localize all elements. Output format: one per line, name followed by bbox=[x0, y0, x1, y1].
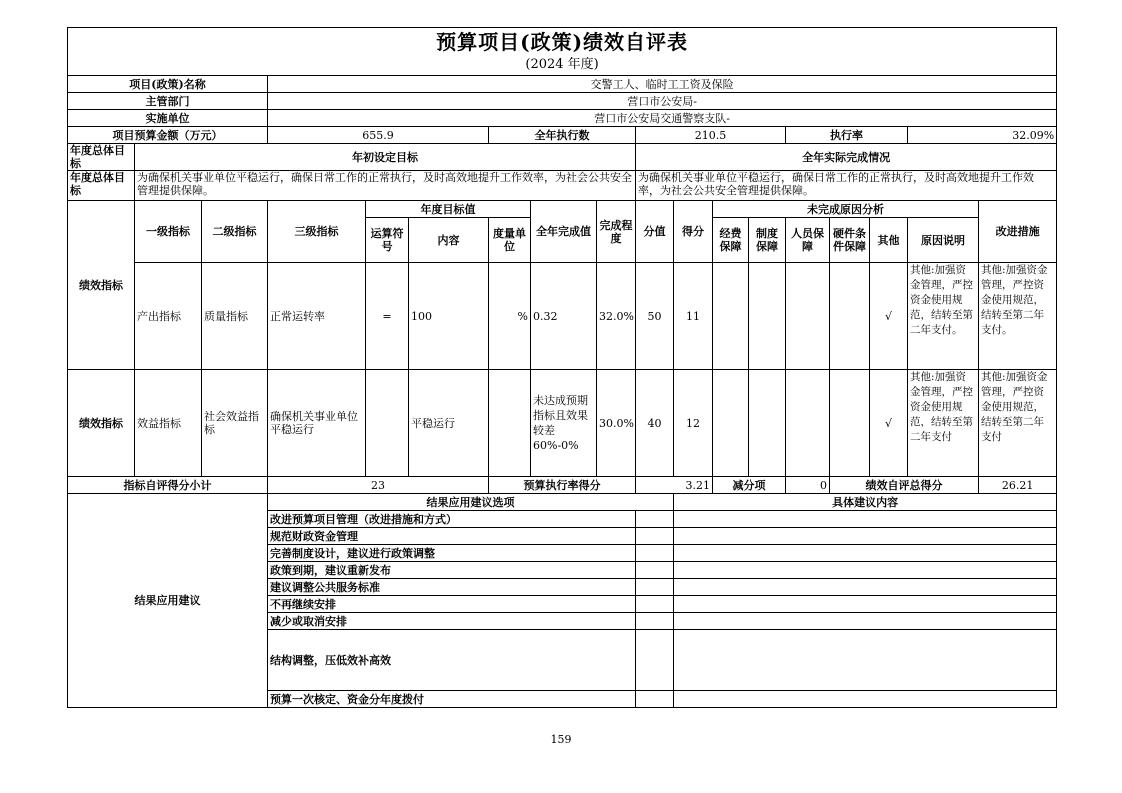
level3-cell: 确保机关事业单位平稳运行 bbox=[268, 370, 366, 477]
subtotal-label: 指标自评得分小计 bbox=[68, 477, 268, 494]
table-row bbox=[68, 263, 1057, 370]
goals-section-label: 年度总体目标 bbox=[68, 144, 135, 171]
page-number: 159 bbox=[550, 733, 572, 746]
reason-staff-cell bbox=[786, 370, 830, 477]
suggestion-check[interactable] bbox=[636, 579, 674, 596]
options-header: 结果应用建议选项 bbox=[268, 494, 674, 511]
score-header: 得分 bbox=[674, 201, 713, 263]
suggestion-content[interactable] bbox=[674, 545, 1057, 562]
level1-header: 一级指标 bbox=[135, 201, 202, 263]
suggestion-content[interactable] bbox=[674, 579, 1057, 596]
unit-value: 营口市公安局交通警察支队- bbox=[268, 110, 1057, 127]
actual-header: 全年完成值 bbox=[531, 201, 597, 263]
form-title: 预算项目(政策)绩效自评表 bbox=[68, 28, 1057, 57]
suggestion-content[interactable] bbox=[674, 691, 1057, 708]
reason-staff-header: 人员保障 bbox=[786, 218, 830, 263]
suggestion-option: 预算一次核定、资金分年度拨付 bbox=[268, 691, 636, 708]
reason-funding-header: 经费保障 bbox=[713, 218, 749, 263]
completion-header: 完成程度 bbox=[597, 201, 636, 263]
suggestion-content[interactable] bbox=[674, 511, 1057, 528]
indicator-section-label: 绩效指标 bbox=[68, 201, 135, 370]
budget-value: 655.9 bbox=[268, 127, 489, 144]
operator-cell: = bbox=[366, 263, 409, 370]
budget-label: 项目预算金额（万元） bbox=[68, 127, 268, 144]
reason-system-header: 制度保障 bbox=[749, 218, 786, 263]
improve-header: 改进措施 bbox=[979, 201, 1057, 263]
exec-score-label: 预算执行率得分 bbox=[489, 477, 636, 494]
reason-other-check: √ bbox=[870, 370, 908, 477]
exec-label: 全年执行数 bbox=[489, 127, 636, 144]
weight-header: 分值 bbox=[636, 201, 674, 263]
evaluation-table bbox=[67, 27, 1057, 708]
reason-hardware-header: 硬件条件保障 bbox=[830, 218, 870, 263]
level2-cell: 质量指标 bbox=[202, 263, 268, 370]
suggestion-check[interactable] bbox=[636, 528, 674, 545]
improve-cell: 其他:加强资金管理，严控资金使用规范，结转至第二年支付 bbox=[979, 370, 1057, 477]
completion-cell: 32.0% bbox=[597, 263, 636, 370]
suggestion-option: 结构调整，压低效补高效 bbox=[268, 630, 636, 691]
total-score-value: 26.21 bbox=[979, 477, 1057, 494]
exec-value: 210.5 bbox=[636, 127, 786, 144]
suggestion-option: 减少或取消安排 bbox=[268, 613, 636, 630]
reason-funding-cell bbox=[713, 370, 749, 477]
unit-header: 度量单位 bbox=[489, 218, 531, 263]
suggestion-option: 完善制度设计，建议进行政策调整 bbox=[268, 545, 636, 562]
score-cell: 12 bbox=[674, 370, 713, 477]
reason-staff-cell bbox=[786, 263, 830, 370]
level2-header: 二级指标 bbox=[202, 201, 268, 263]
content-cell: 平稳运行 bbox=[409, 370, 489, 477]
deduct-label: 减分项 bbox=[713, 477, 786, 494]
reason-other-check: √ bbox=[870, 263, 908, 370]
content-cell: 100 bbox=[409, 263, 489, 370]
initial-goal-header: 年初设定目标 bbox=[135, 144, 636, 171]
suggestion-check[interactable] bbox=[636, 630, 674, 691]
suggestion-content[interactable] bbox=[674, 613, 1057, 630]
total-score-label: 绩效自评总得分 bbox=[830, 477, 979, 494]
self-evaluation-sheet bbox=[67, 27, 1056, 721]
suggestion-content[interactable] bbox=[674, 596, 1057, 613]
indicator-section-label-2: 绩效指标 bbox=[68, 370, 135, 477]
suggestion-check[interactable] bbox=[636, 562, 674, 579]
suggestions-section-label: 结果应用建议 bbox=[68, 494, 268, 708]
suggestion-option: 建议调整公共服务标准 bbox=[268, 579, 636, 596]
reason-other-header: 其他 bbox=[870, 218, 908, 263]
rate-label: 执行率 bbox=[786, 127, 908, 144]
actual-cell: 0.32 bbox=[531, 263, 597, 370]
reason-hardware-cell bbox=[830, 263, 870, 370]
suggestion-check[interactable] bbox=[636, 545, 674, 562]
content-header: 内容 bbox=[409, 218, 489, 263]
reason-desc-header: 原因说明 bbox=[908, 218, 979, 263]
unit-cell: % bbox=[489, 263, 531, 370]
target-group-header: 年度目标值 bbox=[366, 201, 531, 218]
level1-cell: 产出指标 bbox=[135, 263, 202, 370]
weight-cell: 50 bbox=[636, 263, 674, 370]
suggestion-content[interactable] bbox=[674, 630, 1057, 691]
actual-cell: 未达成预期指标且效果较差60%-0% bbox=[531, 370, 597, 477]
suggestion-option: 政策到期，建议重新发布 bbox=[268, 562, 636, 579]
level3-header: 三级指标 bbox=[268, 201, 366, 263]
reason-desc-cell: 其他:加强资金管理，严控资金使用规范，结转至第二年支付。 bbox=[908, 263, 979, 370]
form-year: (2024 年度) bbox=[68, 57, 1057, 76]
table-row bbox=[68, 370, 1057, 477]
initial-goal-text: 为确保机关事业单位平稳运行，确保日常工作的正常执行，及时高效地提升工作效率，为社会公共安全管理提供保障。 bbox=[135, 171, 636, 201]
actual-goal-text: 为确保机关事业单位平稳运行，确保日常工作的正常执行，及时高效地提升工作效率，为社会公共安全管理提供保障。 bbox=[636, 171, 1057, 201]
suggestion-check[interactable] bbox=[636, 511, 674, 528]
improve-cell: 其他:加强资金管理，严控资金使用规范，结转至第二年支付。 bbox=[979, 263, 1057, 370]
operator-cell bbox=[366, 370, 409, 477]
operator-header: 运算符号 bbox=[366, 218, 409, 263]
unit-label: 实施单位 bbox=[68, 110, 268, 127]
dept-value: 营口市公安局- bbox=[268, 93, 1057, 110]
deduct-value: 0 bbox=[786, 477, 830, 494]
suggestion-content[interactable] bbox=[674, 528, 1057, 545]
score-cell: 11 bbox=[674, 263, 713, 370]
actual-goal-header: 全年实际完成情况 bbox=[636, 144, 1057, 171]
level2-cell: 社会效益指标 bbox=[202, 370, 268, 477]
suggestion-content[interactable] bbox=[674, 562, 1057, 579]
goals-section-label-2: 年度总体目标 bbox=[68, 171, 135, 201]
reason-hardware-cell bbox=[830, 370, 870, 477]
completion-cell: 30.0% bbox=[597, 370, 636, 477]
level1-cell: 效益指标 bbox=[135, 370, 202, 477]
reason-funding-cell bbox=[713, 263, 749, 370]
exec-score-value: 3.21 bbox=[636, 477, 713, 494]
suggestion-option: 规范财政资金管理 bbox=[268, 528, 636, 545]
reason-system-cell bbox=[749, 263, 786, 370]
suggestion-check[interactable] bbox=[636, 613, 674, 630]
reason-system-cell bbox=[749, 370, 786, 477]
level3-cell: 正常运转率 bbox=[268, 263, 366, 370]
rate-value: 32.09% bbox=[908, 127, 1057, 144]
project-name-label: 项目(政策)名称 bbox=[68, 76, 268, 93]
reason-desc-cell: 其他:加强资金管理，严控资金使用规范，结转至第二年支付 bbox=[908, 370, 979, 477]
content-header-suggest: 具体建议内容 bbox=[674, 494, 1057, 511]
suggestion-option: 不再继续安排 bbox=[268, 596, 636, 613]
reason-group-header: 未完成原因分析 bbox=[713, 201, 979, 218]
weight-cell: 40 bbox=[636, 370, 674, 477]
suggestion-check[interactable] bbox=[636, 691, 674, 708]
dept-label: 主管部门 bbox=[68, 93, 268, 110]
unit-cell bbox=[489, 370, 531, 477]
suggestion-option: 改进预算项目管理（改进措施和方式） bbox=[268, 511, 636, 528]
subtotal-value: 23 bbox=[268, 477, 489, 494]
project-name-value: 交警工人、临时工工资及保险 bbox=[268, 76, 1057, 93]
suggestion-check[interactable] bbox=[636, 596, 674, 613]
